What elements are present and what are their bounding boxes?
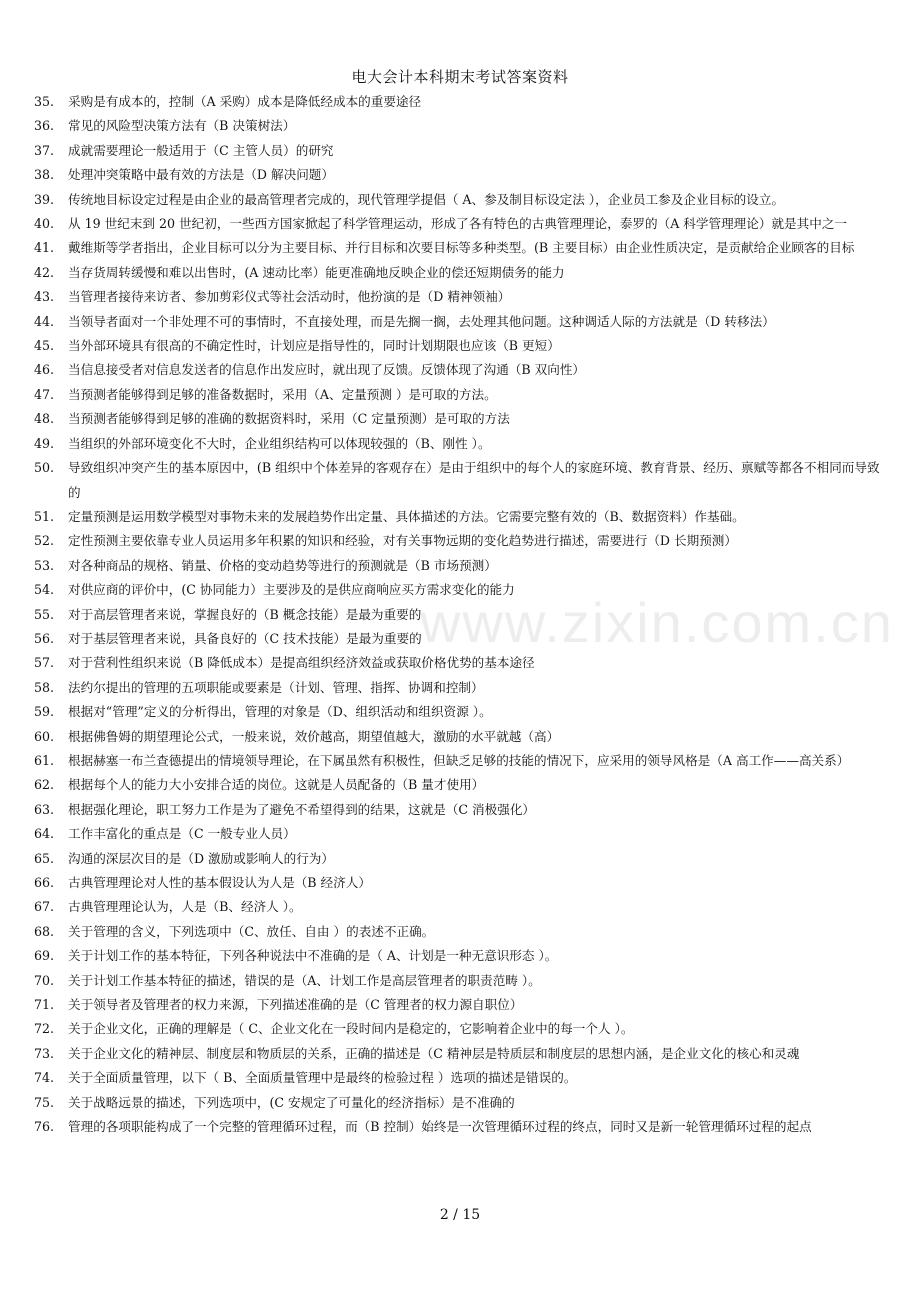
item-number: 51. (34, 508, 55, 524)
item-number: 71. (34, 997, 55, 1013)
item-number: 52. (34, 533, 55, 549)
item-text: 关于企业文化的精神层、制度层和物质层的关系，正确的描述是（C 精神层是特质层和制度层的思想内涵，是企业文化的核心和灵魂 (68, 1045, 800, 1061)
item-text: 对于基层管理者来说，具备良好的（C 技术技能）是最为重要的 (68, 630, 422, 646)
item-text: 古典管理理论对人性的基本假设认为人是（B 经济人） (68, 875, 371, 890)
list-item (0, 920, 920, 944)
page-number: 2 / 15 (439, 1207, 481, 1223)
item-number: 53. (34, 557, 55, 573)
item-number: 49. (34, 435, 55, 451)
list-item (0, 578, 920, 602)
item-text: 当预测者能够得到足够的准备数据时，采用（A、定量预测 ）是可取的方法。 (68, 386, 497, 402)
list-item (0, 285, 920, 309)
list-item (0, 944, 920, 968)
item-number: 37. (34, 142, 55, 158)
item-text: 常见的风险型决策方法有（B 决策树法） (68, 118, 296, 134)
item-number: 40. (34, 216, 55, 232)
item-text: 法约尔提出的管理的五项职能或要素是（计划、管理、指挥、协调和控制） (68, 679, 484, 695)
page-title: 电大会计本科期末考试答案资料 (351, 68, 569, 86)
item-text: 关于领导者及管理者的权力来源，下列描述准确的是（C 管理者的权力源自职位） (68, 997, 523, 1013)
item-text: 当预测者能够得到足够的准确的数据资料时，采用（C 定量预测）是可取的方法 (68, 411, 510, 427)
item-number: 43. (34, 289, 55, 305)
item-number: 35. (34, 94, 55, 109)
item-number: 60. (34, 728, 55, 744)
item-text: 定量预测是运用数学模型对事物未来的发展趋势作出定量、具体描述的方法。它需要完整有效的（B、数据资料）作基础。 (68, 508, 745, 524)
list-item (0, 383, 920, 407)
item-text: 采购是有成本的，控制（A 采购）成本是降低经成本的重要途径 (68, 94, 422, 109)
list-item (0, 871, 920, 895)
item-number: 74. (34, 1070, 55, 1086)
item-text: 导致组织冲突产生的基本原因中，(B 组织中个体差异的客观存在）是由于组织中的每个人的家庭环境、教育背景、经历、禀赋等都各不相同而导致的 (68, 460, 880, 500)
item-text: 对供应商的评价中，(C 协同能力）主要涉及的是供应商响应买方需求变化的能力 (68, 582, 515, 598)
item-text: 根据佛鲁姆的期望理论公式，一般来说，效价越高，期望值越大，激励的水平就越（高） (68, 728, 560, 744)
list-item (0, 725, 920, 749)
item-text: 关于企业文化，正确的理解是（ C、企业文化在一段时间内是稳定的，它影响着企业中的每一个人 ）。 (68, 1021, 634, 1037)
list-item (0, 603, 920, 627)
item-text: 当领导者面对一个非处理不可的事情时，不直接处理，而是先搁一搁，去处理其他问题。这种调适人际的方法就是（D 转移法） (68, 313, 775, 329)
list-item (0, 822, 920, 846)
item-number: 76. (34, 1119, 55, 1135)
item-text: 根据赫塞一布兰查德提出的情境领导理论，在下属虽然有积极性，但缺乏足够的技能的情况下，应采用的领导风格是（A 高工作——高关系） (68, 752, 850, 768)
item-number: 59. (34, 704, 55, 720)
list-item (0, 407, 920, 431)
item-number: 50. (34, 460, 55, 476)
item-number: 36. (34, 118, 55, 134)
item-number: 45. (34, 338, 55, 354)
item-number: 68. (34, 923, 55, 939)
item-text: 处理冲突策略中最有效的方法是（D 解决问题） (68, 167, 334, 183)
item-text: 当外部环境具有很高的不确定性时，计划应是指导性的，同时计划期限也应该（B 更短） (68, 338, 560, 354)
item-number: 66. (34, 875, 55, 890)
item-number: 72. (34, 1021, 55, 1037)
list-item (0, 529, 920, 553)
question-list (0, 90, 920, 1139)
list-item (0, 114, 920, 138)
item-text: 当管理者接待来访者、参加剪彩仪式等社会活动时，他扮演的是（D 精神领袖） (68, 289, 511, 305)
watermark: www.zixin.com.cn (420, 591, 894, 654)
list-item (0, 1091, 920, 1115)
item-number: 56. (34, 630, 55, 646)
list-item (0, 554, 920, 578)
item-number: 63. (34, 801, 55, 817)
item-number: 44. (34, 313, 55, 329)
list-item (0, 188, 920, 212)
item-text: 戴维斯等学者指出，企业目标可以分为主要目标、并行目标和次要目标等多种类型。(B 主要目标）由企业性质决定，是贡献给企业顾客的目标 (68, 240, 855, 256)
item-number: 54. (34, 582, 55, 598)
item-text: 关于全面质量管理，以下（ B、全面质量管理中是最终的检验过程 ）选项的描述是错误的。 (68, 1070, 577, 1086)
item-number: 39. (34, 191, 55, 207)
list-item (0, 895, 920, 919)
item-number: 73. (34, 1045, 55, 1061)
item-text: 根据每个人的能力大小安排合适的岗位。这就是人员配备的（B 量才使用） (68, 777, 485, 793)
item-number: 70. (34, 972, 55, 988)
item-text: 根据对“管理”定义的分析得出，管理的对象是（D、组织活动和组织资源 ）。 (68, 704, 492, 720)
item-text: 关于管理的含义，下列选项中（C、放任、自由 ）的表述不正确。 (68, 923, 435, 939)
item-number: 38. (34, 167, 55, 183)
list-item (0, 749, 920, 773)
item-number: 58. (34, 679, 55, 695)
item-number: 65. (34, 850, 55, 866)
list-item (0, 993, 920, 1017)
item-text: 对于高层管理者来说，掌握良好的（B 概念技能）是最为重要的 (68, 606, 422, 622)
item-number: 67. (34, 899, 55, 915)
item-text: 对于营利性组织来说（B 降低成本）是提高组织经济效益或获取价格优势的基本途径 (68, 655, 535, 671)
list-item (0, 676, 920, 700)
item-text: 定性预测主要依靠专业人员运用多年积累的知识和经验，对有关事物远期的变化趋势进行描述，需要进行（D 长期预测） (68, 533, 737, 549)
list-item (0, 456, 920, 505)
item-number: 61. (34, 752, 55, 768)
item-number: 62. (34, 777, 55, 793)
list-item (0, 773, 920, 797)
list-item (0, 139, 920, 163)
list-item (0, 1017, 920, 1041)
item-text: 当存货周转缓慢和难以出售时，(A 速动比率）能更准确地反映企业的偿还短期债务的能力 (68, 264, 565, 280)
item-number: 46. (34, 362, 55, 378)
list-item (0, 1042, 920, 1066)
item-number: 57. (34, 655, 55, 671)
item-text: 传统地目标设定过程是由企业的最高管理者完成的，现代管理学提倡（ A、参及制目标设定法 ），企业员工参及企业目标的设立。 (68, 191, 785, 207)
list-item (0, 651, 920, 675)
list-item (0, 1115, 920, 1139)
list-item (0, 969, 920, 993)
item-number: 41. (34, 240, 55, 256)
list-item (0, 261, 920, 285)
item-text: 对各种商品的规格、销量、价格的变动趋势等进行的预测就是（B 市场预测） (68, 557, 497, 573)
item-text: 管理的各项职能构成了一个完整的管理循环过程，而（B 控制）始终是一次管理循环过程的终点，同时又是新一轮管理循环过程的起点 (68, 1119, 812, 1135)
list-item (0, 798, 920, 822)
item-number: 48. (34, 411, 55, 427)
item-number: 64. (34, 826, 55, 842)
list-item (0, 847, 920, 871)
item-text: 当组织的外部环境变化不大时，企业组织结构可以体现较强的（B、刚性 ）。 (68, 435, 491, 451)
list-item (0, 90, 920, 114)
item-text: 沟通的深层次目的是（D 激励或影响人的行为） (68, 850, 334, 866)
item-number: 75. (34, 1094, 55, 1110)
item-text: 从 19 世纪末到 20 世纪初，一些西方国家掀起了科学管理运动，形成了各有特色的古典管理理论，泰罗的（A 科学管理理论）就是其中之一 (68, 216, 848, 232)
item-number: 69. (34, 948, 55, 964)
item-text: 古典管理理论认为，人是（B、经济人 ）。 (68, 899, 302, 915)
list-item (0, 163, 920, 187)
list-item (0, 334, 920, 358)
item-text: 关于战略远景的描述，下列选项中，(C 安规定了可量化的经济指标）是不准确的 (68, 1094, 515, 1110)
list-item (0, 310, 920, 334)
item-text: 工作丰富化的重点是（C 一般专业人员） (68, 826, 296, 842)
list-item (0, 1066, 920, 1090)
item-number: 55. (34, 606, 55, 622)
list-item (0, 236, 920, 260)
item-text: 成就需要理论一般适用于（C 主管人员）的研究 (68, 142, 334, 158)
item-number: 42. (34, 264, 55, 280)
item-number: 47. (34, 386, 55, 402)
list-item (0, 627, 920, 651)
item-text: 关于计划工作的基本特征，下列各种说法中不准确的是（ A、计划是一种无意识形态 ）。 (68, 948, 558, 964)
list-item (0, 700, 920, 724)
item-text: 关于计划工作基本特征的描述，错误的是（A、计划工作是高层管理者的职责范畴 ）。 (68, 972, 541, 988)
list-item (0, 505, 920, 529)
list-item (0, 432, 920, 456)
item-text: 当信息接受者对信息发送者的信息作出发应时，就出现了反馈。反馈体现了沟通（B 双向性） (68, 362, 586, 378)
list-item (0, 358, 920, 382)
item-text: 根据强化理论，职工努力工作是为了避免不希望得到的结果，这就是（C 消极强化） (68, 801, 536, 817)
list-item (0, 212, 920, 236)
